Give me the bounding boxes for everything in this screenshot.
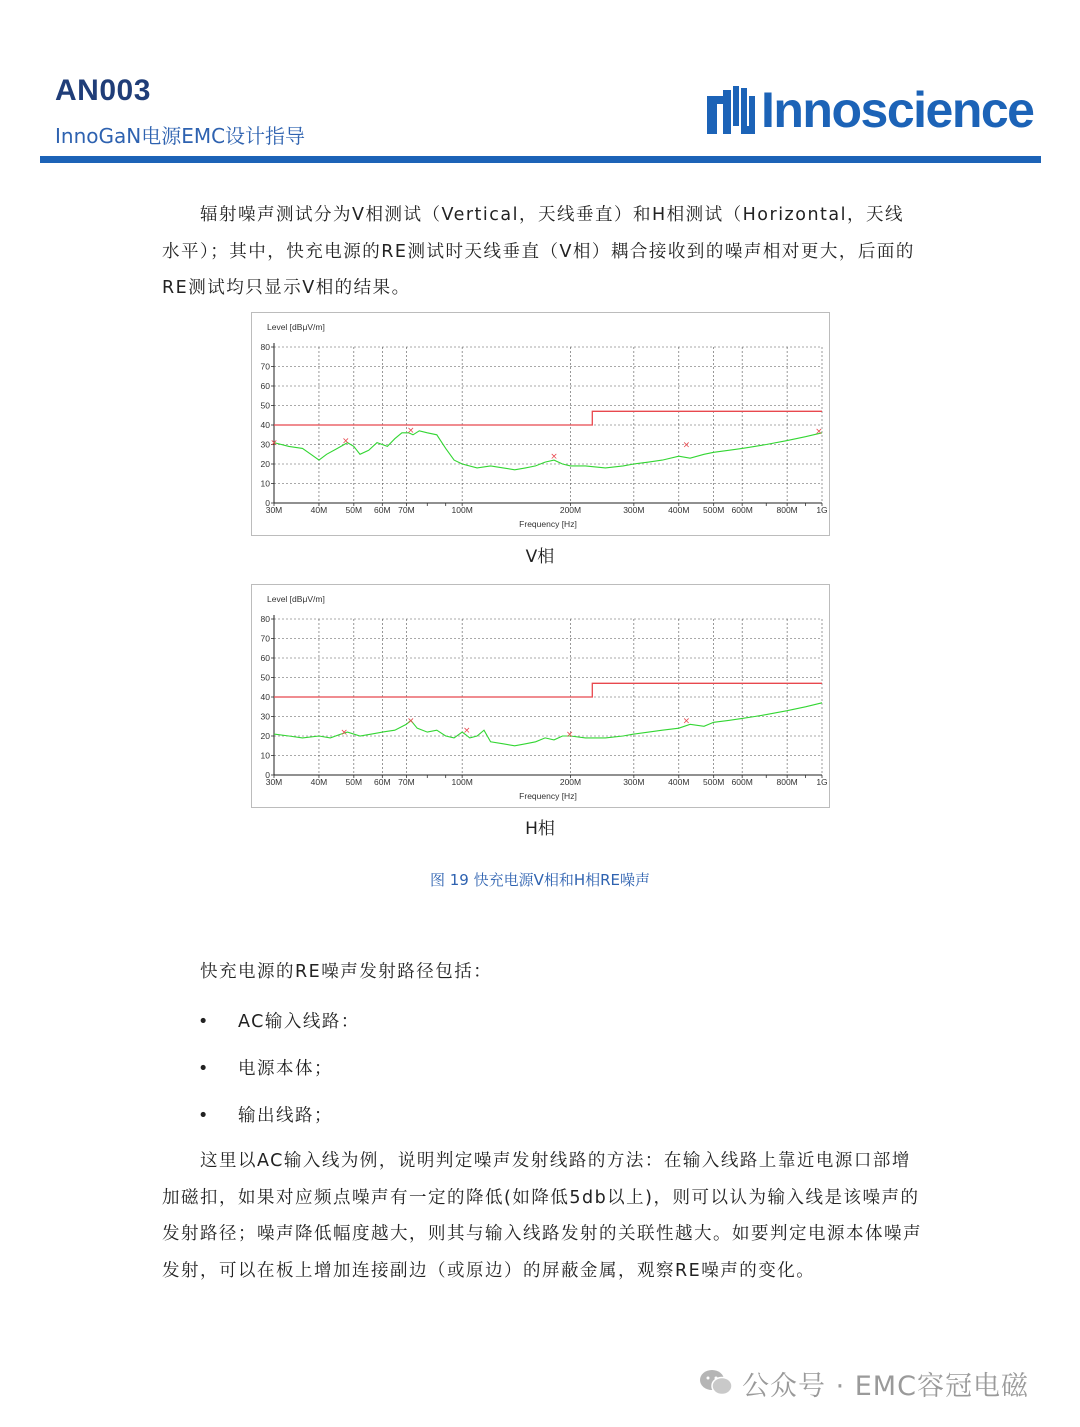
- peak-marker: ×: [407, 716, 415, 727]
- chart-v-phase: [251, 312, 830, 536]
- y-tick-label: 30: [260, 439, 270, 450]
- x-tick-label: 1G: [816, 505, 828, 515]
- x-tick-label: 200M: [559, 777, 582, 787]
- list-item-text: 电源本体；: [238, 1059, 333, 1079]
- document-subtitle: InnoGaN电源EMC设计指导: [55, 124, 306, 148]
- x-tick-label: 70M: [398, 505, 415, 515]
- list-item: [198, 1055, 333, 1080]
- bullet-marker: •: [198, 1059, 210, 1079]
- logo-wordmark: Innoscience: [761, 82, 1034, 138]
- peak-marker: ×: [342, 436, 350, 447]
- peak-marker: ×: [815, 426, 823, 437]
- peak-marker: ×: [340, 728, 348, 739]
- y-tick-label: 80: [260, 614, 270, 624]
- y-tick-label: 30: [260, 711, 270, 722]
- y-tick-label: 0: [265, 498, 270, 508]
- y-tick-label: 60: [260, 653, 270, 663]
- watermark: 公众号 · EMC容冠电磁: [742, 1371, 1029, 1402]
- y-tick-label: 40: [260, 692, 270, 702]
- x-tick-label: 600M: [731, 505, 753, 515]
- x-axis-title: Frequency [Hz]: [519, 519, 577, 529]
- paragraph-method: [162, 1143, 922, 1289]
- bullet-marker: •: [198, 1012, 210, 1032]
- y-tick-label: 50: [260, 672, 270, 683]
- x-tick-label: 400M: [668, 505, 690, 515]
- paragraph-paths: [162, 954, 922, 991]
- y-tick-label: 70: [260, 633, 270, 644]
- chart-v-phase-svg: [252, 313, 829, 535]
- y-tick-label: 50: [260, 400, 270, 411]
- peak-marker: ×: [682, 716, 691, 727]
- paragraph-method-text: 这里以AC输入线为例，说明判定噪声发射线路的方法：在输入线路上靠近电源口部增加磁扣，如果对应频点噪声有一定的降低(如降低5db以上)，则可以认为输入线是该噪声的发射路径；噪声降低幅度越大，则其与输入线路发射的关联性越大。如要判定电源本体噪声发射，可以在板上增加连接副边（或原边）的屏蔽金属，观察RE噪声的变化。: [162, 1151, 922, 1281]
- y-tick-label: 0: [265, 770, 270, 780]
- y-tick-label: 70: [260, 361, 270, 372]
- limit-line: [274, 411, 822, 425]
- peak-marker: ×: [682, 440, 691, 451]
- paragraph-paths-text: 快充电源的RE噪声发射路径包括：: [200, 962, 493, 982]
- header-divider: [40, 156, 1041, 163]
- list-item: [198, 1102, 333, 1127]
- x-tick-label: 800M: [776, 505, 798, 515]
- x-tick-label: 60M: [374, 777, 391, 787]
- figure-caption: 图 19 快充电源V相和H相RE噪声: [429, 871, 651, 889]
- x-tick-label: 30M: [265, 505, 283, 515]
- list-item: [198, 1008, 360, 1033]
- y-tick-label: 20: [260, 731, 270, 741]
- x-tick-label: 500M: [703, 505, 725, 515]
- peak-marker: ×: [407, 425, 415, 436]
- list-item-text: AC输入线路：: [238, 1012, 360, 1032]
- y-tick-label: 80: [260, 342, 270, 352]
- wechat-icon: [698, 1368, 734, 1398]
- paragraph-intro: [162, 197, 922, 307]
- x-tick-label: 200M: [559, 505, 582, 515]
- x-tick-label: 70M: [398, 777, 415, 787]
- limit-line: [274, 683, 822, 697]
- x-tick-label: 1G: [816, 777, 828, 787]
- x-tick-label: 400M: [668, 777, 690, 787]
- measurement-line: [274, 703, 822, 746]
- x-axis-title: Frequency [Hz]: [519, 791, 577, 801]
- x-tick-label: 100M: [451, 505, 473, 515]
- y-axis-title: Level [dBμV/m]: [267, 322, 325, 332]
- innoscience-logo-icon: [703, 82, 759, 140]
- y-tick-label: 10: [260, 750, 270, 761]
- x-tick-label: 50M: [345, 505, 363, 515]
- x-tick-label: 30M: [265, 777, 283, 787]
- peak-marker: ×: [550, 452, 558, 463]
- y-tick-label: 20: [260, 459, 270, 469]
- y-tick-label: 60: [260, 381, 270, 391]
- innoscience-logo: [703, 82, 1033, 140]
- list-item-text: 输出线路；: [238, 1106, 333, 1126]
- chart-h-phase-label: H相: [525, 819, 555, 839]
- x-tick-label: 40M: [310, 505, 328, 515]
- y-tick-label: 40: [260, 420, 270, 430]
- y-tick-label: 10: [260, 478, 270, 489]
- bullet-marker: •: [198, 1106, 210, 1126]
- x-tick-label: 40M: [310, 777, 328, 787]
- x-tick-label: 300M: [623, 777, 645, 787]
- x-tick-label: 60M: [374, 505, 391, 515]
- peak-marker: ×: [463, 726, 471, 737]
- x-tick-label: 500M: [703, 777, 725, 787]
- x-tick-label: 50M: [345, 777, 363, 787]
- chart-h-phase-svg: [252, 585, 829, 807]
- paragraph-intro-text: 辐射噪声测试分为V相测试（Vertical，天线垂直）和H相测试（Horizontal，天线水平）；其中，快充电源的RE测试时天线垂直（V相）耦合接收到的噪声相对更大，后面的RE测试均只显示V相的结果。: [162, 205, 915, 298]
- y-axis-title: Level [dBμV/m]: [267, 594, 325, 604]
- x-tick-label: 300M: [623, 505, 645, 515]
- chart-v-phase-label: V相: [525, 547, 555, 567]
- peak-marker: ×: [270, 438, 278, 449]
- x-tick-label: 800M: [776, 777, 798, 787]
- chart-h-phase: [251, 584, 830, 808]
- x-tick-label: 100M: [451, 777, 473, 787]
- peak-marker: ×: [565, 730, 574, 741]
- x-tick-label: 600M: [731, 777, 753, 787]
- document-id: AN003: [55, 74, 151, 107]
